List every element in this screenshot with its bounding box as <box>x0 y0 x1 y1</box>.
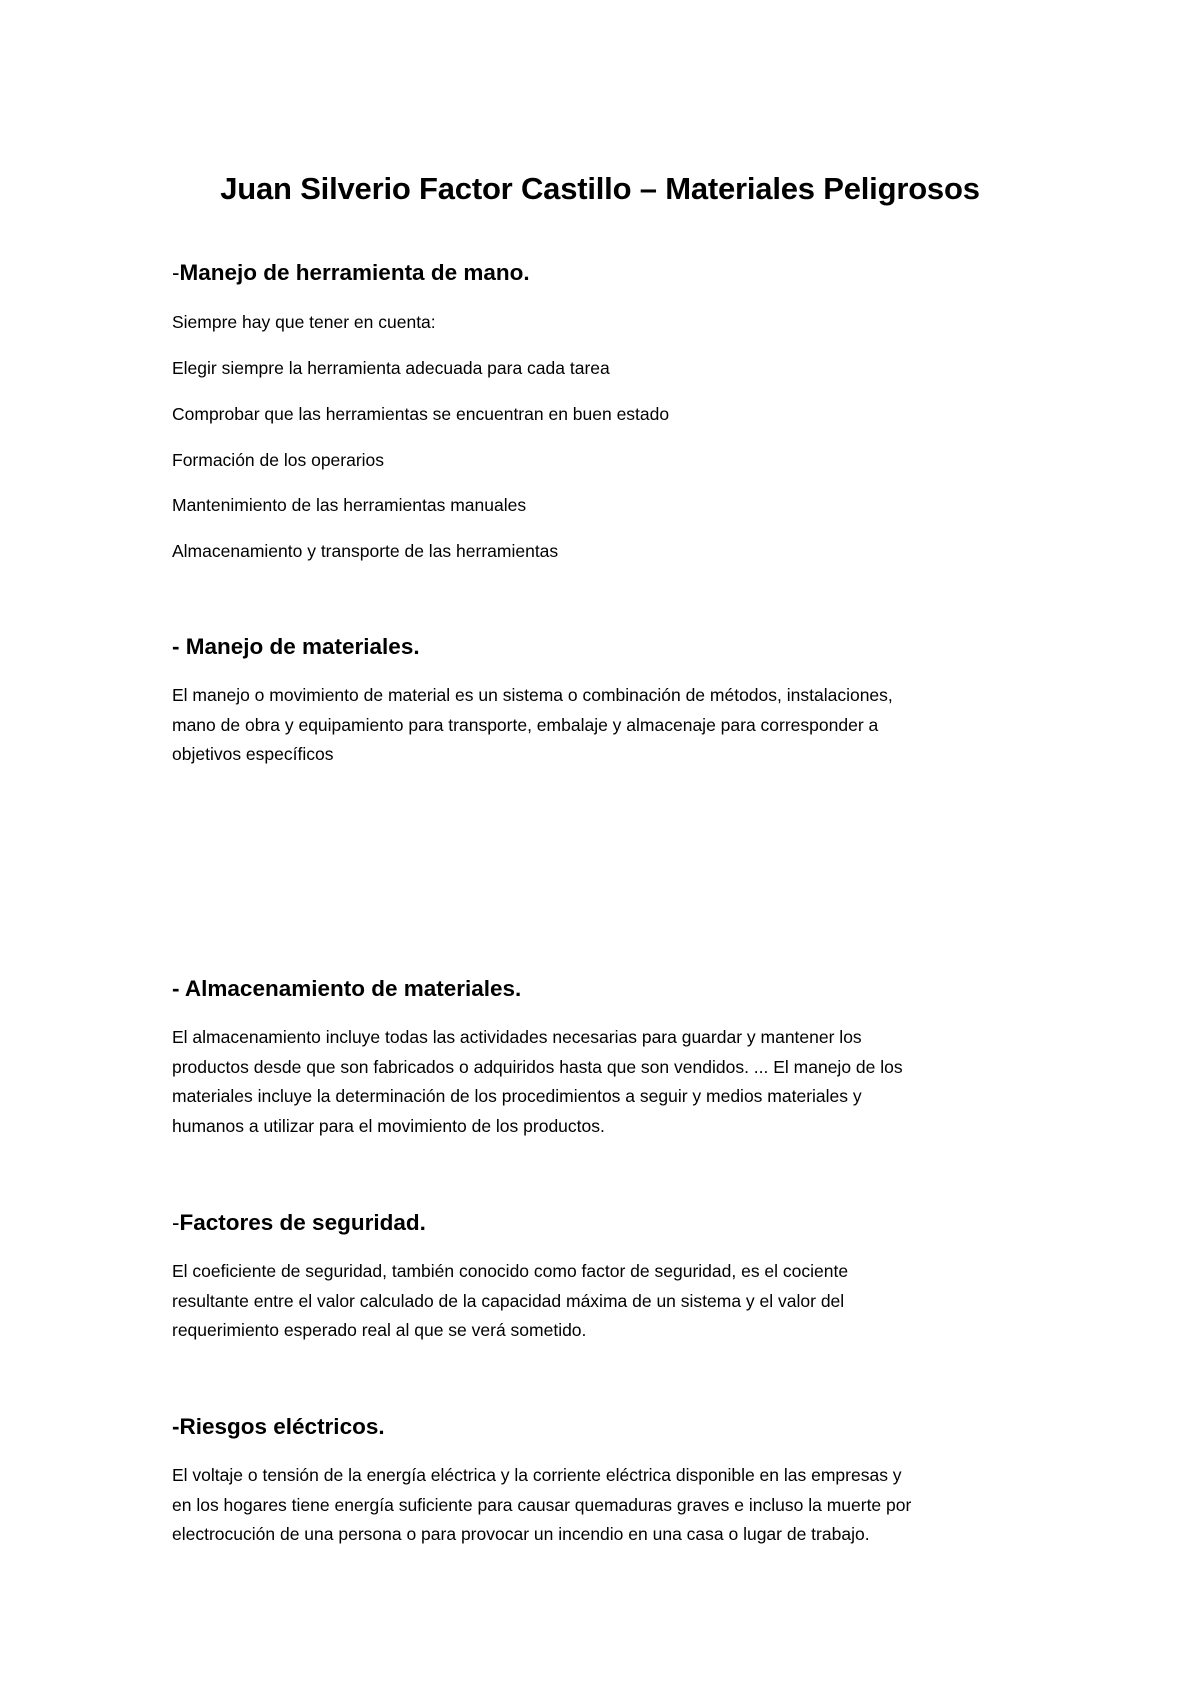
section-hand-tools <box>172 258 1052 288</box>
list-intro: Siempre hay que tener en cuenta: <box>172 312 436 332</box>
section-material-storage-body <box>172 1023 1052 1141</box>
paragraph-line: productos desde que son fabricados o adquiridos hasta que son vendidos. ... El manejo de los <box>172 1056 903 1077</box>
heading-dash: - <box>172 260 180 285</box>
paragraph-line: El almacenamiento incluye todas las actividades necesarias para guardar y mantener los <box>172 1027 862 1047</box>
section-safety-factors <box>172 1208 1052 1238</box>
section-heading: - Almacenamiento de materiales. <box>172 976 522 1001</box>
list-item <box>172 493 1052 539</box>
paragraph-line: mano de obra y equipamiento para transporte, embalaje y almacenaje para corresponder a <box>172 714 879 735</box>
heading-dash: - <box>172 1210 180 1235</box>
section-material-handling-body <box>172 681 1052 770</box>
heading-text: Factores de seguridad. <box>179 1210 426 1235</box>
paragraph-line: en los hogares tiene energía suficiente para causar quemaduras graves e incluso la muerte por <box>172 1494 912 1515</box>
list-item-text: Formación de los operarios <box>172 450 385 470</box>
paragraph-line: resultante entre el valor calculado de la capacidad máxima de un sistema y el valor del <box>172 1290 845 1311</box>
section-material-handling <box>172 632 1052 662</box>
list-item <box>172 402 1052 448</box>
paragraph-line: electrocución de una persona o para provocar un incendio en una casa o lugar de trabajo. <box>172 1524 870 1544</box>
paragraph-line: El voltaje o tensión de la energía eléctrica y la corriente eléctrica disponible en las empresas y <box>172 1465 902 1485</box>
paragraph-line: materiales incluye la determinación de los procedimientos a seguir y medios materiales y <box>172 1086 862 1106</box>
section-heading <box>172 258 1052 288</box>
list-item-text: Comprobar que las herramientas se encuentran en buen estado <box>172 404 670 424</box>
section-heading: -Riesgos eléctricos. <box>172 1414 385 1439</box>
list-item-text: Almacenamiento y transporte de las herramientas <box>172 541 559 561</box>
list-item <box>172 539 1052 585</box>
paragraph-line: El manejo o movimiento de material es un sistema o combinación de métodos, instalaciones, <box>172 685 893 705</box>
section-material-storage <box>172 974 1052 1004</box>
paragraph-line: humanos a utilizar para el movimiento de los productos. <box>172 1115 605 1136</box>
section-electrical-risks <box>172 1412 1052 1442</box>
list-item-text: Elegir siempre la herramienta adecuada para cada tarea <box>172 358 610 378</box>
section-safety-factors-body <box>172 1257 1052 1346</box>
section-electrical-risks-body <box>172 1461 1052 1550</box>
document-title: Juan Silverio Factor Castillo – Materiales Peligrosos <box>220 170 980 206</box>
list-item-text: Mantenimiento de las herramientas manuales <box>172 495 527 515</box>
section-heading: - Manejo de materiales. <box>172 634 420 659</box>
section-hand-tools-list <box>172 310 1052 356</box>
paragraph-line: requerimiento esperado real al que se verá sometido. <box>172 1320 587 1340</box>
section-heading <box>172 1208 1052 1238</box>
list-item <box>172 356 1052 402</box>
paragraph-line: objetivos específicos <box>172 744 334 764</box>
heading-text: Manejo de herramienta de mano. <box>179 260 530 285</box>
paragraph-line: El coeficiente de seguridad, también conocido como factor de seguridad, es el cociente <box>172 1261 849 1281</box>
list-item <box>172 448 1052 494</box>
